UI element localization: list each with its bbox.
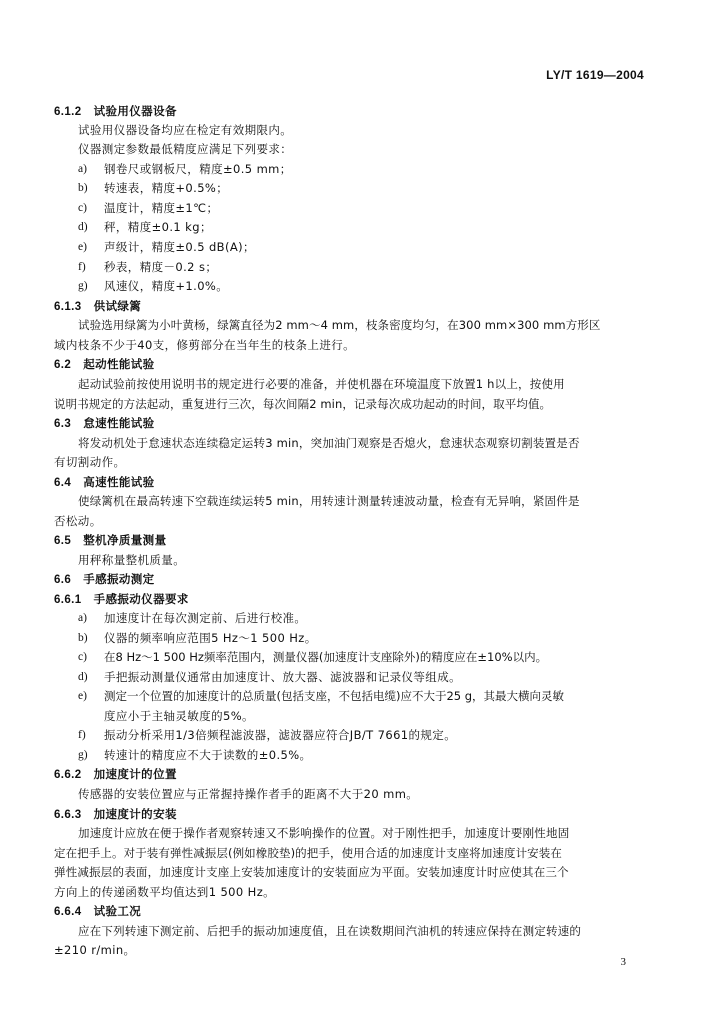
list-item: 加速度计在每次测定前、后进行校准。: [104, 611, 307, 625]
section-title: 手感振动仪器要求: [93, 592, 189, 606]
paragraph-line: 定在把手上。对于装有弹性减振层(例如橡胶垫)的把手，使用合适的加速度计支座将加速度计安装在: [54, 846, 562, 860]
list-item: 测定一个位置的加速度计的总质量(包括支座，不包括电缆)应不大于25 g，其最大横向灵敏: [104, 689, 565, 703]
list-item: 风速仪，精度+1.0%。: [104, 279, 229, 293]
section-title: 怠速性能试验: [83, 416, 155, 430]
section-number: 6.6.2: [54, 769, 82, 781]
list-label: f): [78, 261, 86, 273]
paragraph: 仪器测定参数最低精度应满足下列要求：: [78, 142, 293, 156]
list-item: 振动分析采用1/3倍频程滤波器，滤波器应符合JB/T 7661的规定。: [104, 728, 457, 742]
paragraph-line: 加速度计应放在便于操作者观察转速又不影响操作的位置。对于刚性把手，加速度计要刚性地固: [78, 826, 570, 840]
paragraph: 试验用仪器设备均应在检定有效期限内。: [78, 123, 293, 137]
section-title: 整机净质量测量: [83, 533, 167, 547]
list-label: a): [78, 163, 87, 175]
paragraph-line: 应在下列转速下测定前、后把手的振动加速度值，且在读数期间汽油机的转速应保持在测定转速的: [78, 924, 582, 938]
list-label: c): [78, 202, 87, 214]
list-label: a): [78, 612, 87, 624]
list-item: 在8 Hz～1 500 Hz频率范围内，测量仪器(加速度计支座除外)的精度应在±10%以内。: [104, 650, 548, 664]
paragraph-line: 方向上的传递函数平均值达到1 500 Hz。: [54, 885, 276, 899]
paragraph-line: 域内枝条不少于40支，修剪部分在当年生的枝条上进行。: [54, 338, 356, 352]
section-number: 6.1.3: [54, 301, 82, 313]
section-title: 高速性能试验: [83, 475, 155, 489]
section-heading-6-4: [54, 473, 155, 492]
section-number: 6.4: [54, 477, 72, 489]
list-item: 转速表，精度+0.5%；: [104, 181, 229, 195]
list-label: f): [78, 729, 86, 741]
section-number: 6.3: [54, 418, 72, 430]
section-heading-6-6-3: [54, 805, 177, 824]
section-number: 6.6.3: [54, 809, 82, 821]
section-number: 6.1.2: [54, 106, 82, 118]
section-number: 6.6.1: [54, 594, 82, 606]
list-item: 秤，精度±0.1 kg；: [104, 220, 212, 234]
section-title: 试验工况: [93, 904, 142, 918]
paragraph: 用秤称量整机质量。: [78, 553, 186, 567]
section-heading-6-1-2: [54, 102, 177, 121]
section-heading-6-6-2: [54, 765, 177, 784]
section-title: 手感振动测定: [83, 572, 155, 586]
list-item: 手把振动测量仪通常由加速度计、放大器、滤波器和记录仪等组成。: [104, 670, 461, 684]
paragraph-line: ±210 r/min。: [54, 943, 136, 957]
list-item: 温度计，精度±1℃；: [104, 201, 219, 215]
paragraph-line: 弹性减振层的表面，加速度计支座上安装加速度计的安装面应为平面。安装加速度计时应使其在三个: [54, 865, 569, 879]
list-item: 仪器的频率响应范围5 Hz～1 500 Hz。: [104, 631, 317, 645]
list-label: d): [78, 671, 88, 683]
section-title: 试验用仪器设备: [93, 104, 177, 118]
list-item: 钢卷尺或钢板尺，精度±0.5 mm；: [104, 162, 292, 176]
paragraph-line: 将发动机处于怠速状态连续稳定运转3 min，突加油门观察是否熄火，怠速状态观察切割装置是否: [78, 436, 580, 450]
section-heading-6-2: [54, 355, 155, 374]
section-heading-6-6: [54, 570, 155, 589]
paragraph-line: 使绿篱机在最高转速下空载连续运转5 min，用转速计测量转速波动量，检查有无异响，紧固件是: [78, 494, 580, 508]
standard-code: LY/T 1619—2004: [546, 68, 644, 82]
paragraph-line: 有切割动作。: [54, 455, 126, 469]
list-item-continuation: 度应小于主轴灵敏度的5%。: [104, 709, 254, 723]
list-item: 声级计，精度±0.5 dB(A)；: [104, 240, 255, 254]
section-heading-6-6-4: [54, 902, 141, 921]
page-number: 3: [620, 956, 626, 968]
list-label: b): [78, 632, 88, 644]
paragraph: 传感器的安装位置应与正常握持操作者手的距离不大于20 mm。: [78, 787, 419, 801]
list-label: d): [78, 221, 88, 233]
section-title: 加速度计的位置: [93, 767, 177, 781]
list-label: e): [78, 241, 87, 253]
section-heading-6-3: [54, 414, 155, 433]
paragraph-line: 起动试验前按使用说明书的规定进行必要的准备，并使机器在环境温度下放置1 h以上，按使用: [78, 377, 565, 391]
section-heading-6-5: [54, 531, 167, 550]
list-label: b): [78, 182, 88, 194]
list-label: c): [78, 651, 87, 663]
section-heading-6-6-1: [54, 590, 189, 609]
section-title: 加速度计的安装: [93, 807, 177, 821]
section-number: 6.2: [54, 359, 72, 371]
section-number: 6.6: [54, 574, 72, 586]
list-label: g): [78, 749, 88, 761]
list-item: 秒表，精度－0.2 s；: [104, 260, 218, 274]
list-label: e): [78, 690, 87, 702]
paragraph-line: 试验选用绿篱为小叶黄杨，绿篱直径为2 mm～4 mm，枝条密度均匀，在300 mm×300 mm方形区: [78, 318, 601, 332]
section-number: 6.6.4: [54, 906, 82, 918]
list-label: g): [78, 280, 88, 292]
paragraph-line: 否松动。: [54, 514, 102, 528]
section-title: 供试绿篱: [93, 299, 142, 313]
paragraph-line: 说明书规定的方法起动，重复进行三次，每次间隔2 min，记录每次成功起动的时间，取平均值。: [54, 397, 552, 411]
section-number: 6.5: [54, 535, 72, 547]
section-title: 起动性能试验: [83, 357, 155, 371]
section-heading-6-1-3: [54, 297, 141, 316]
list-item: 转速计的精度应不大于读数的±0.5%。: [104, 748, 312, 762]
